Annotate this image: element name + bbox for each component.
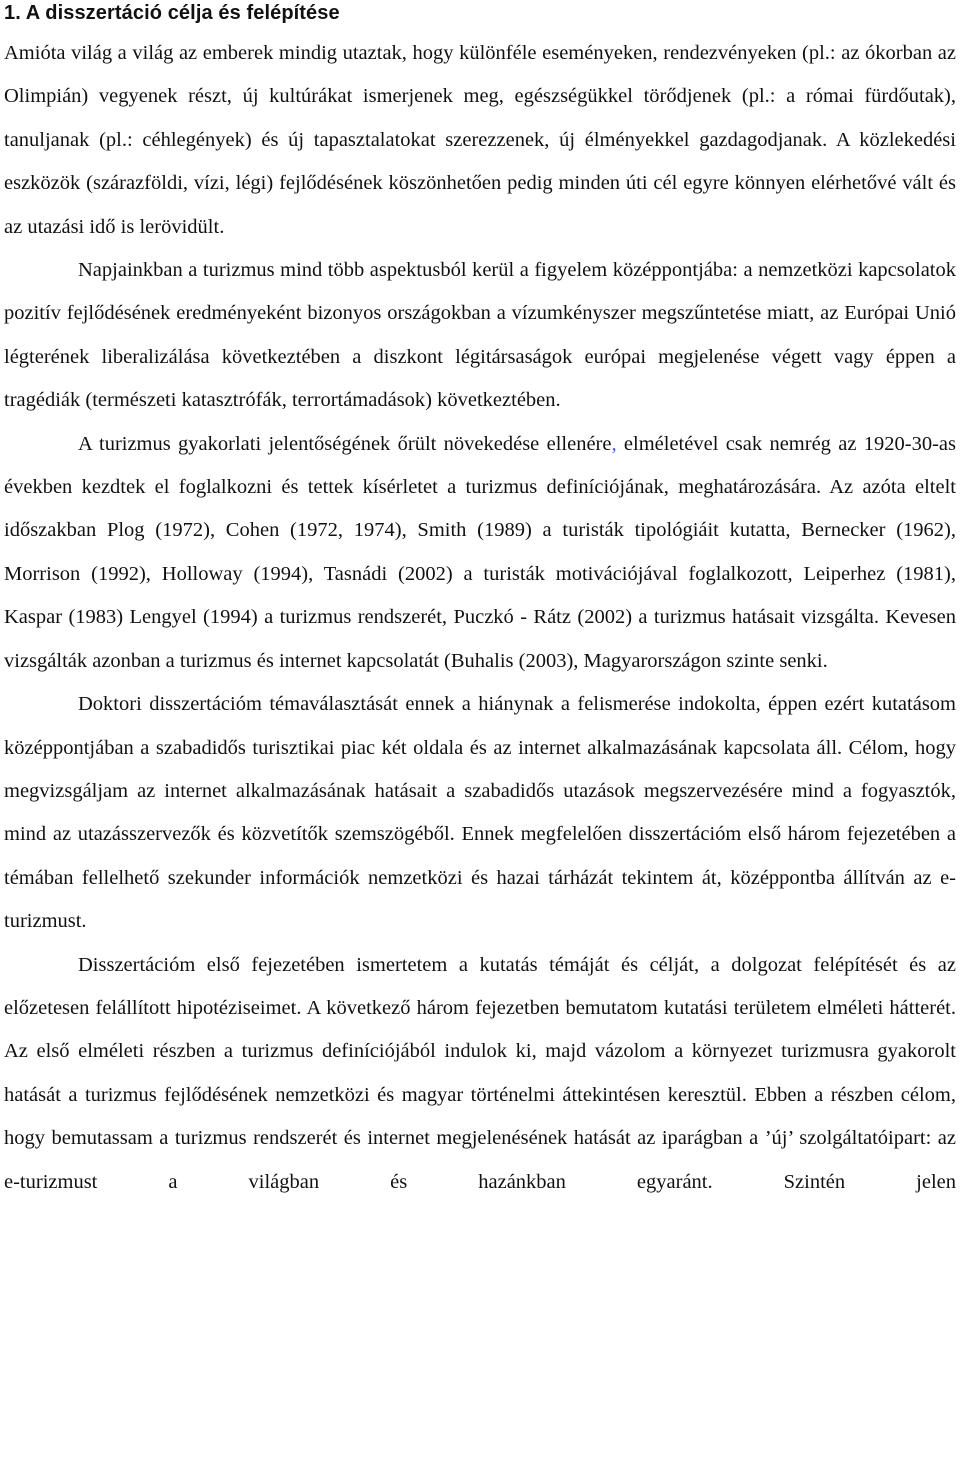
paragraph-5: Disszertációm első fejezetében ismertetem a kutatás témáját és célját, a dolgozat felépítését és az előzetesen felállított hipotéziseimet. A következő három fejezetben bemutatom kutatási területem elméleti hátterét. Az első elméleti részben a turizmus definíciójából indulok ki, majd vázolom a környezet turizmusra gyakorolt hatását a turizmus fejlődésének nemzetközi és magyar történelmi áttekintésen keresztül. Ebben a részben célom, hogy bemutassam a turizmus rendszerét és internet megjelenésének hatását az iparágban a ’új’ szolgáltatóipart: az e-turizmust a világban és hazánkban egyaránt. Szintén jelen [4,953,956,1193]
paragraph-2: Napjainkban a turizmus mind több aspektusból kerül a figyelem középpontjába: a nemzetközi kapcsolatok pozitív fejlődésének eredményeként bizonyos országokban a vízumkényszer megszűntetése miatt, az Európai Unió légterének liberalizálása következtében a diszkont légitársaságok európai megjelenése végett vagy éppen a tragédiák (természeti katasztrófák, terrortámadások) következtében. [4,259,956,412]
section-heading: 1. A disszertáció célja és felépítése [4,2,340,24]
paragraph-4: Doktori disszertációm témaválasztását ennek a hiánynak a felismerése indokolta, éppen ezért kutatásom középpontjában a szabadidős turisztikai piac két oldala és az internet alkalmazásának kapcsolata áll. Célom, hogy megvizsgáljam az internet alkalmazásának hatásait a szabadidős utazások megszervezésére mind a fogyasztók, mind az utazásszervezők és közvetítők szemszögéből. Ennek megfelelően disszertációm első három fejezetében a témában fellelhető szekunder információk nemzetközi és hazai tárházát tekintem át, középpontba állítván az e-turizmust. [4,693,956,933]
document-page [4,0,956,1204]
paragraph-3-text-a: A turizmus gyakorlati jelentőségének őrült növekedése ellenére [78,432,612,455]
paragraph-3-accent-comma: , [611,432,617,455]
paragraph-3-text-b: elméletével csak nemrég az 1920-30-as években kezdtek el foglalkozni és tettek kísérletet a turizmus definíciójának, meghatározására. Az azóta eltelt időszakban Plog (1972), Cohen (1972, 1974), Smith (1989) a turisták tipológiáit kutatta, Bernecker (1962), Morrison (1992), Holloway (1994), Tasnádi (2002) a turisták motivációjával foglalkozott, Leiperhez (1981), Kaspar (1983) Lengyel (1994) a turizmus rendszerét, Puczkó - Rátz (2002) a turizmus hatásait vizsgálta. Kevesen vizsgálták azonban a turizmus és internet kapcsolatát (Buhalis (2003), Magyarországon szinte senki. [4,432,956,672]
paragraph-3 [4,423,956,683]
paragraph-1: Amióta világ a világ az emberek mindig utaztak, hogy különféle eseményeken, rendezvényeken (pl.: az ókorban az Olimpián) vegyenek részt, új kultúrákat ismerjenek meg, egészségükkel törődjenek (pl.: a római fürdőutak), tanuljanak (pl.: céhlegények) és új tapasztalatokat szerezzenek, új élményekkel gazdagodjanak. A közlekedési eszközök (szárazföldi, vízi, légi) fejlődésének köszönhetően pedig minden úti cél egyre könnyen elérhetővé vált és az utazási idő is lerövidült. [4,42,956,238]
